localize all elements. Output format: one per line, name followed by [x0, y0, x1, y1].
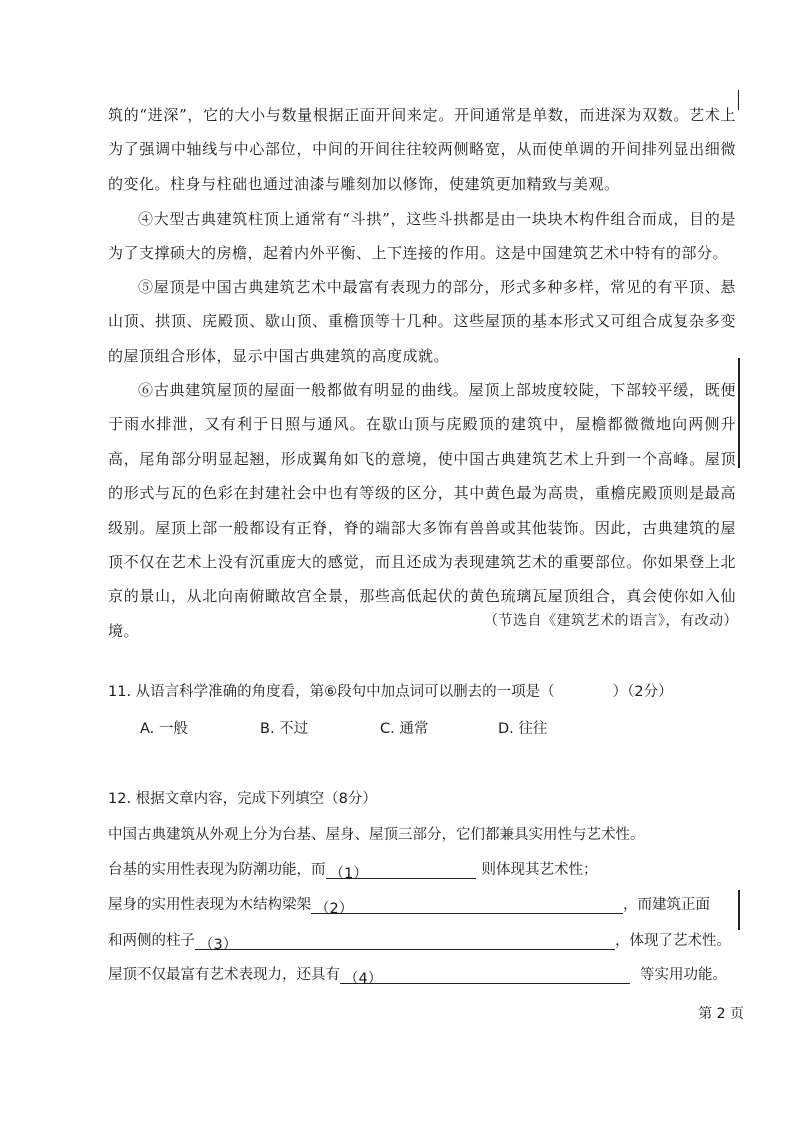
passage-paragraph-6: ⑥古典建筑屋顶的屋面一般都做有明显的曲线。屋顶上部坡度较陡，下部较平缓，既便于雨水排泄，又有利于日照与通风。在歇山顶与庑殿顶的建筑中，屋檐都微微地向两侧升高，尾角部分明显起翘，形成翼角如飞的意境，使中国古典建筑艺术上升到一个高峰。屋顶的形式与瓦的色彩在封建社会中也有等级的区分，其中黄色最为高贵，重檐庑殿顶则是最高级别。屋顶上部一般都设有正脊，脊的端部大多饰有兽兽或其他装饰。因此，古典建筑的屋顶不仅在艺术上没有沉重庞大的感觉，而且还成为表现建筑艺术的重要部位。你如果登上北京的景山，从北向南俯瞰故宫全景，那些高低起伏的黄色琉璃瓦屋顶组合，真会使你如入仙境。 — [108, 381, 736, 640]
fill-blank-1 — [326, 862, 476, 882]
question-11-stem: 11. 从语言科学准确的角度看，第⑥段句中加点词可以删去的一项是（ ）（2分） — [108, 684, 673, 700]
fill-2-prefix: 屋身的实用性表现为木结构梁架 — [108, 897, 311, 913]
passage-paragraph-4: ④大型古典建筑柱顶上通常有“斗拱”，这些斗拱都是由一块块木构件组合而成，目的是为了支撑硕大的房檐，起着内外平衡、上下连接的作用。这是中国建筑艺术中特有的部分。 — [108, 210, 736, 263]
page-number: 第 2 页 — [698, 1006, 744, 1022]
blank-2-number: （2） — [315, 901, 354, 917]
fill-3-prefix: 和两侧的柱子 — [108, 933, 195, 949]
fill-3-suffix: ，体现了艺术性。 — [615, 933, 731, 949]
scan-edge-mark — [738, 890, 740, 930]
scan-edge-mark — [738, 358, 740, 468]
fill-line-1 — [108, 858, 598, 882]
option-b: B. 不过 — [260, 721, 309, 737]
blank-1-number: （1） — [329, 866, 368, 882]
option-c: C. 通常 — [380, 721, 429, 737]
fill-line-2 — [108, 893, 710, 917]
fill-blank-3 — [195, 933, 615, 953]
option-d: D. 往往 — [498, 721, 548, 737]
fill-line-4 — [108, 963, 727, 987]
fill-4-suffix: 等实用功能。 — [640, 967, 727, 983]
fill-2-suffix: ，而建筑正面 — [623, 897, 710, 913]
blank-3-number: （3） — [199, 937, 238, 953]
option-a: A. 一般 — [140, 721, 188, 737]
fill-blank-4 — [340, 967, 630, 987]
fill-line-3 — [108, 929, 731, 953]
fill-1-suffix: 则体现其艺术性； — [481, 862, 598, 878]
question-11-options — [140, 717, 700, 739]
question-12-stem: 12. 根据文章内容，完成下列填空（8分） — [108, 791, 377, 807]
passage-source: （节选自《建筑艺术的语言》，有改动） — [484, 613, 738, 629]
passage-paragraph-5: ⑤屋顶是中国古典建筑艺术中最富有表现力的部分，形式多种多样，常见的有平顶、悬山顶、拱顶、庑殿顶、歇山顶、重檐顶等十几种。这些屋顶的基本形式又可组合成复杂多变的屋顶组合形体，显示中国古典建筑的高度成就。 — [108, 278, 736, 365]
fill-4-prefix: 屋顶不仅最富有艺术表现力，还具有 — [108, 967, 340, 983]
scan-edge-mark — [738, 90, 739, 110]
fill-1-prefix: 台基的实用性表现为防潮功能，而 — [108, 862, 326, 878]
fill-blank-2 — [311, 897, 623, 917]
blank-4-number: （4） — [344, 971, 383, 987]
question-12-intro: 中国古典建筑从外观上分为台基、屋身、屋顶三部分，它们都兼具实用性与艺术性。 — [108, 827, 645, 843]
passage-paragraph-1: 筑的“进深”，它的大小与数量根据正面开间来定。开间通常是单数，而进深为双数。艺术上为了强调中轴线与中心部位，中间的开间往往较两侧略宽，从而使单调的开间排列显出细微的变化。柱身与柱础也通过油漆与雕刻加以修饰，使建筑更加精致与美观。 — [108, 106, 736, 193]
